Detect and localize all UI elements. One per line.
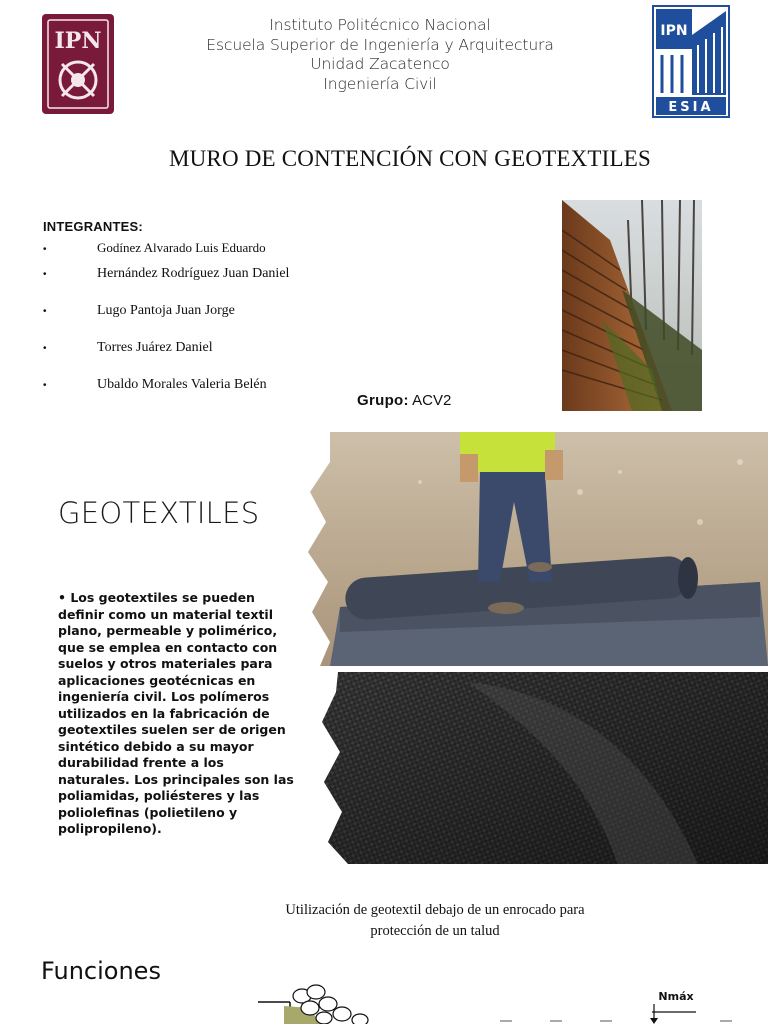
esia-logo-text: ESIA — [668, 100, 714, 115]
woven-geotextile-photo — [318, 672, 768, 864]
bullet: • — [43, 380, 47, 391]
bullet: • — [43, 306, 47, 317]
bullet: • — [43, 244, 47, 255]
section-heading-funciones: Funciones — [41, 957, 161, 985]
section-heading-geotextiles: GEOTEXTILES — [58, 496, 260, 530]
nmax-label: Nmáx — [658, 990, 694, 1003]
member-item — [43, 303, 235, 319]
header-line-unit: Unidad Zacatenco — [310, 55, 450, 73]
document-title: MURO DE CONTENCIÓN CON GEOTEXTILES — [168, 146, 652, 171]
geotextiles-definition-text: • Los geotextiles se pueden definir como un material textil plano, permeable y polimérico, que se emplea en contacto con suelos y otros materiales para aplicaciones geotécnicas en ingeniería civil. Los polímeros utilizados en la fabricación de geotextiles suelen ser de origen sintético debido a su mayor durabilidad frente a los naturales. Los principales son las poliamidas, poliésteres y las poliolefinas (polietileno y polipropileno). — [58, 590, 294, 836]
member-name: Ubaldo Morales Valeria Belén — [97, 377, 267, 392]
figure-caption — [255, 900, 615, 942]
figure-caption-line2: protección de un talud — [370, 923, 500, 939]
member-item — [43, 240, 266, 256]
integrantes-label: INTEGRANTES: — [43, 219, 143, 234]
retaining-wall-photo — [562, 200, 702, 411]
member-item — [43, 266, 289, 282]
ipn-logo — [40, 12, 116, 116]
institution-header — [150, 16, 610, 94]
header-line-career: Ingeniería Civil — [323, 74, 437, 93]
group-label-key: Grupo: — [357, 392, 409, 409]
ipn-logo-text: IPN — [54, 28, 102, 54]
header-line-school: Escuela Superior de Ingeniería y Arquitectura — [206, 35, 554, 54]
slope-protection-diagram — [250, 980, 768, 1024]
esia-logo — [652, 5, 730, 118]
bullet: • — [43, 343, 47, 354]
esia-logo-ipn: IPN — [660, 23, 688, 39]
group-label — [357, 392, 451, 409]
group-value: ACV2 — [412, 392, 452, 409]
member-item — [43, 377, 267, 393]
member-name: Torres Juárez Daniel — [97, 340, 213, 355]
geotextile-roll-photo — [300, 432, 768, 666]
member-name: Godínez Alvarado Luis Eduardo — [97, 240, 266, 255]
member-name: Lugo Pantoja Juan Jorge — [97, 303, 235, 318]
header-line-institute: Instituto Politécnico Nacional — [269, 16, 491, 34]
bullet: • — [43, 269, 47, 280]
member-item — [43, 340, 213, 356]
figure-caption-line1: Utilización de geotextil debajo de un enrocado para — [285, 902, 585, 918]
member-name: Hernández Rodríguez Juan Daniel — [97, 266, 290, 281]
